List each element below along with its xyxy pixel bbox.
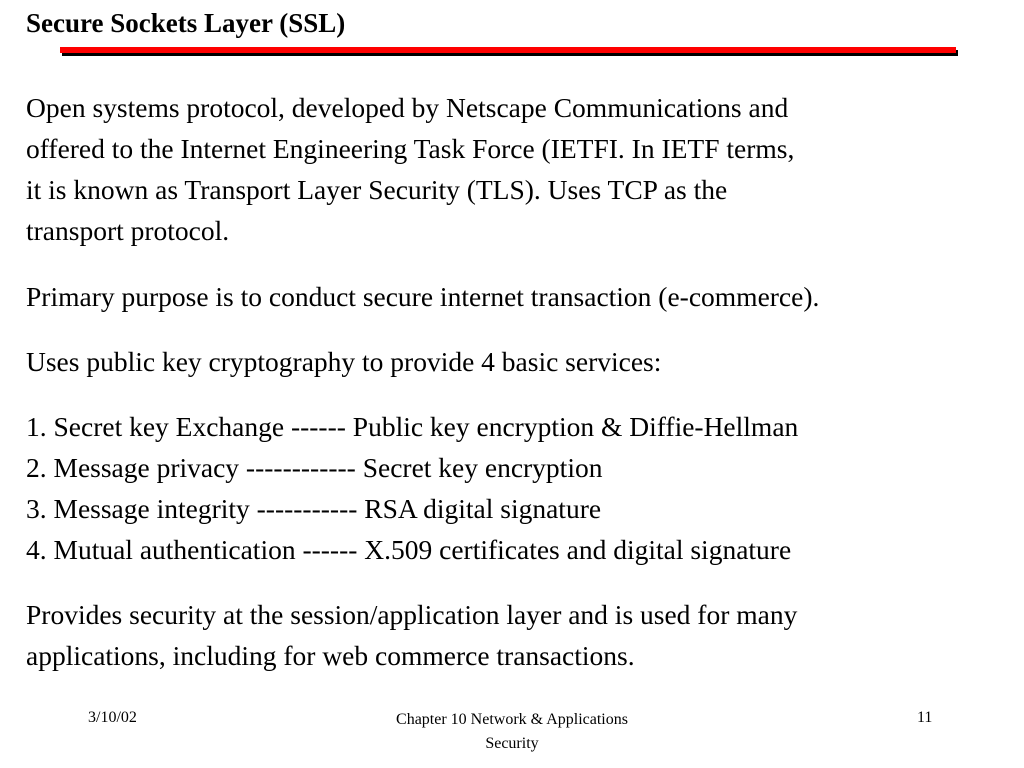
- text-line: Open systems protocol, developed by Netscape Communications and: [26, 92, 789, 123]
- text-line: Uses public key cryptography to provide 4 basic services:: [26, 346, 662, 377]
- list-item: 3. Message integrity ----------- RSA digital signature: [26, 493, 602, 524]
- list-item: 1. Secret key Exchange ------ Public key encryption & Diffie-Hellman: [26, 411, 799, 442]
- footer-chapter-line: Security: [485, 735, 539, 752]
- list-item: 4. Mutual authentication ------ X.509 certificates and digital signature: [26, 534, 792, 565]
- paragraph-ssl-overview: [26, 87, 1016, 251]
- slide-title: Secure Sockets Layer (SSL): [26, 8, 346, 38]
- footer-date: 3/10/02: [88, 709, 137, 726]
- text-line: offered to the Internet Engineering Task Force (IETFI. In IETF terms,: [26, 133, 795, 164]
- slide-body: [26, 87, 1016, 676]
- text-line: Provides security at the session/application layer and is used for many: [26, 599, 798, 630]
- list-item: 2. Message privacy ------------ Secret key encryption: [26, 452, 603, 483]
- footer-chapter-line: Chapter 10 Network & Applications: [396, 711, 628, 728]
- services-list: [26, 406, 1016, 570]
- paragraph-services-intro: [26, 341, 1016, 382]
- footer-chapter-title: [336, 708, 688, 756]
- text-line: it is known as Transport Layer Security (TLS). Uses TCP as the: [26, 174, 728, 205]
- text-line: transport protocol.: [26, 215, 230, 246]
- title-underline-rule: [60, 47, 956, 53]
- text-line: applications, including for web commerce transactions.: [26, 640, 635, 671]
- page-number: 11: [917, 709, 933, 726]
- paragraph-primary-purpose: [26, 276, 1016, 317]
- text-line: Primary purpose is to conduct secure internet transaction (e-commerce).: [26, 281, 820, 312]
- paragraph-session-layer: [26, 594, 1016, 676]
